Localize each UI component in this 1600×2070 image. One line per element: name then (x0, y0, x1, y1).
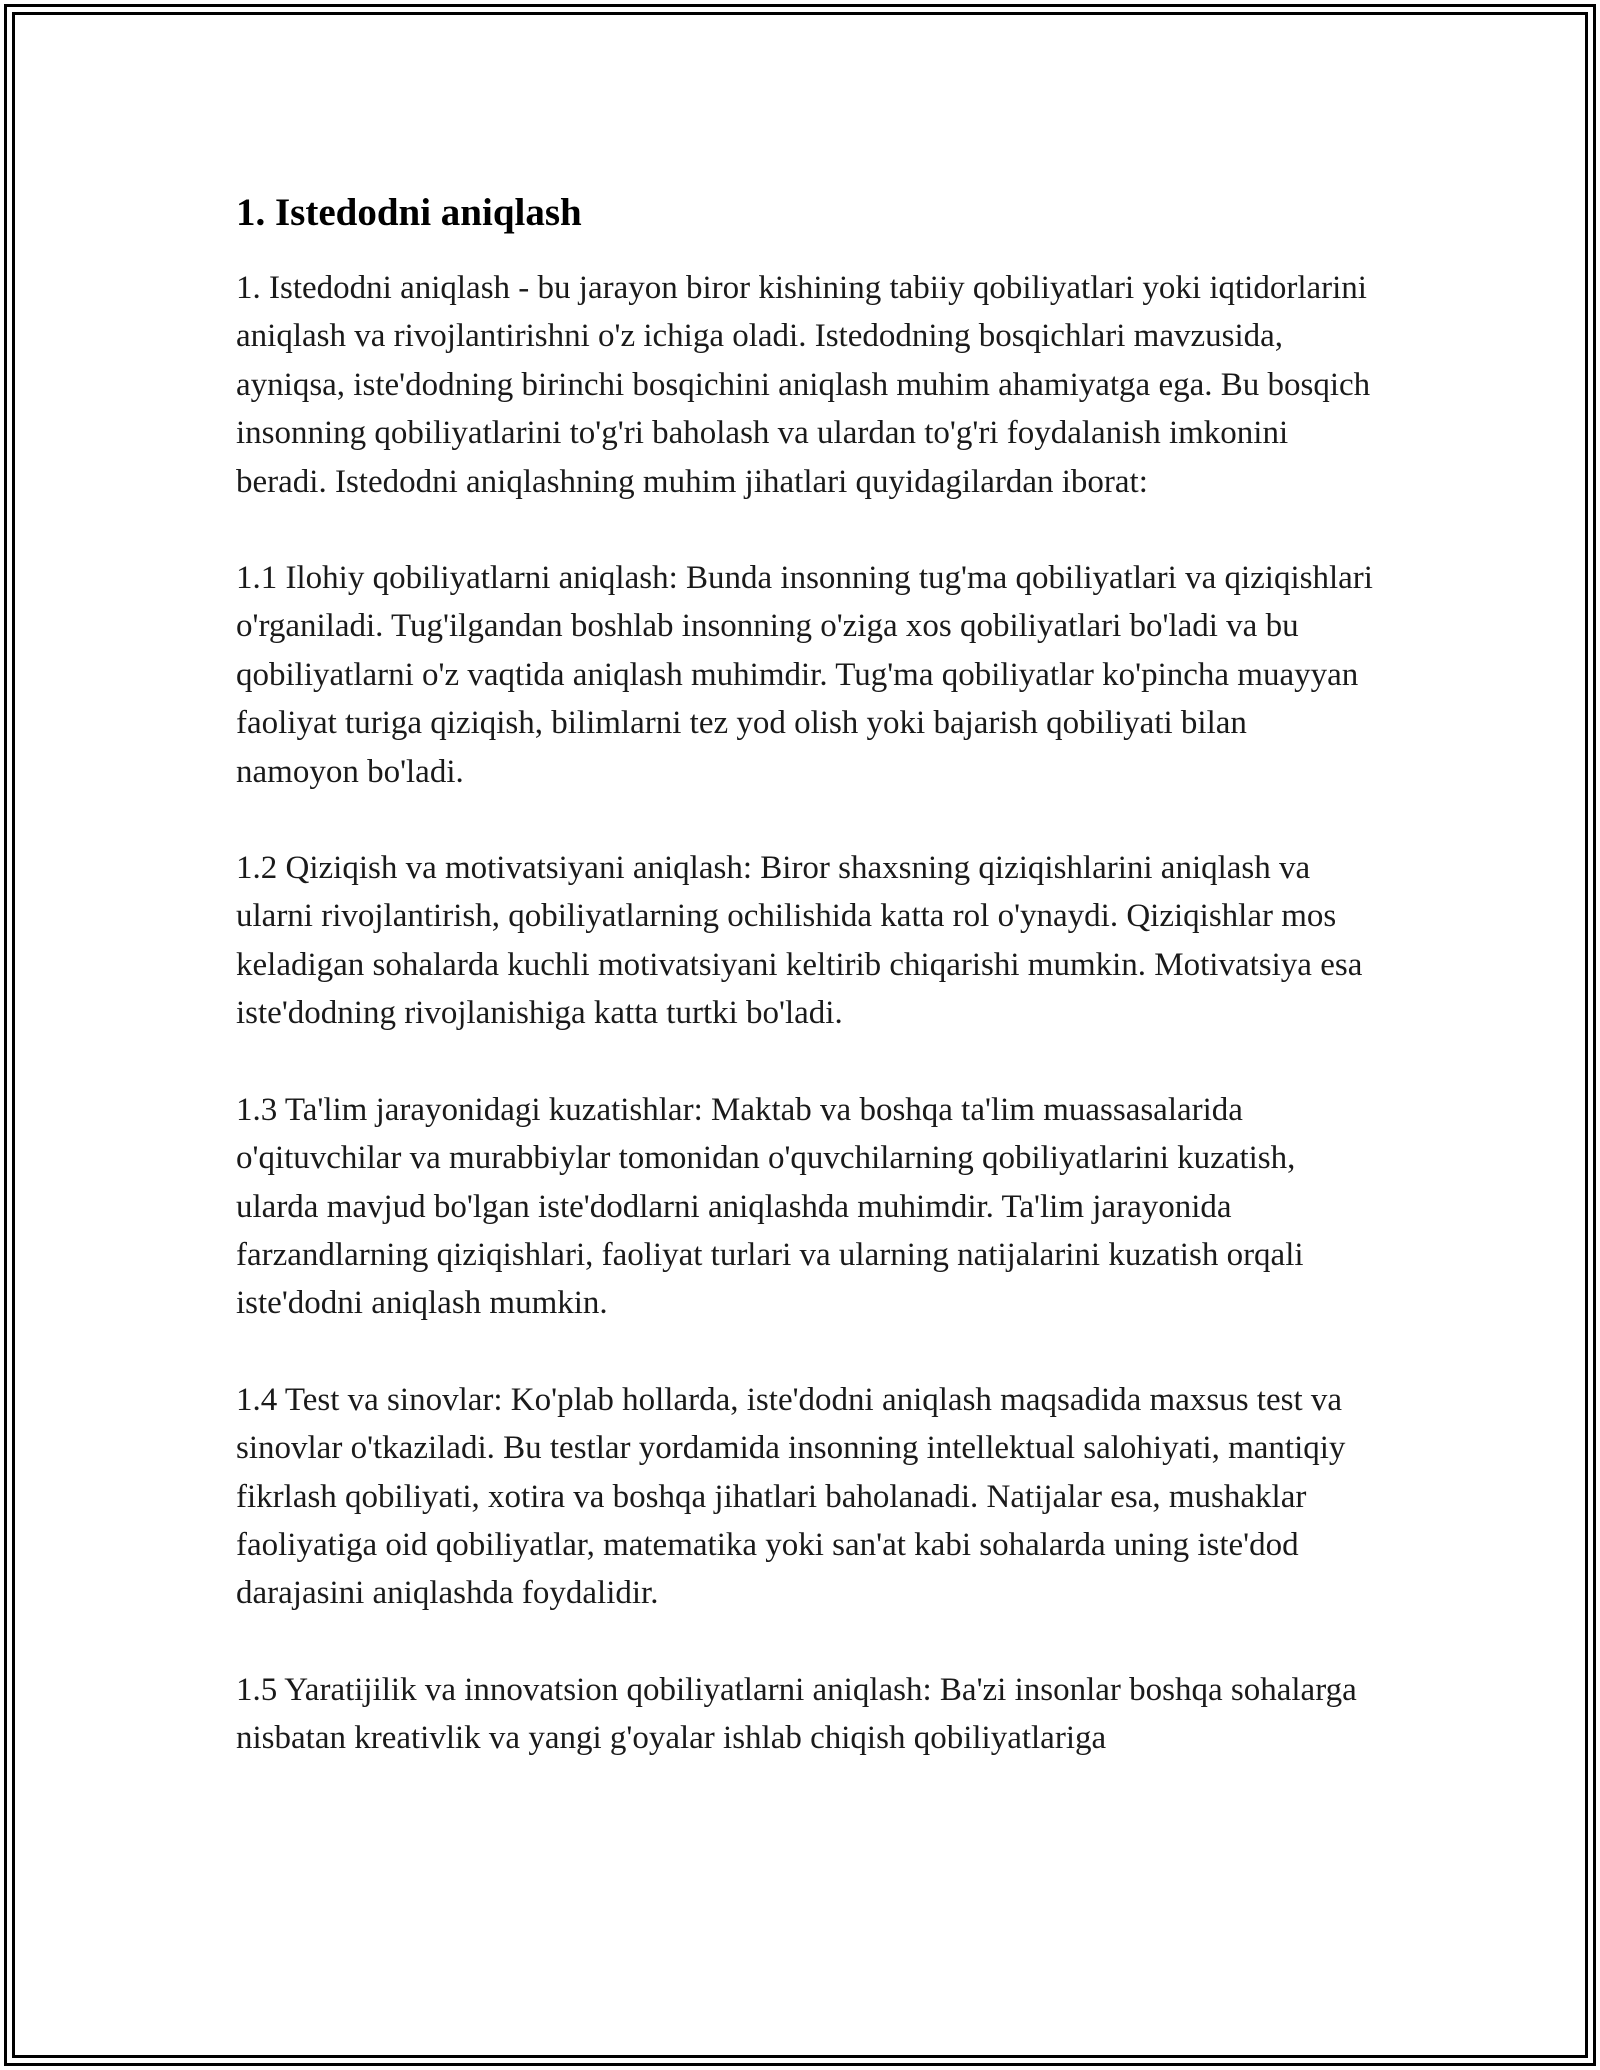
page-title: 1. Istedodni aniqlash (236, 191, 582, 234)
paragraph-1-2: 1.2 Qiziqish va motivatsiyani aniqlash: Biror shaxsning qiziqishlarini aniqlash va ularni rivojlantirish, qobiliyatlarning ochilishida katta rol o'ynaydi. Qiziqishlar mos keladigan sohalarda kuchli motivatsiyani keltirib chiqarishi mumkin. Motivatsiya esa iste'dodning rivojlanishiga katta turtki bo'ladi. (236, 850, 1363, 1032)
document-body (236, 182, 1376, 1811)
paragraph-1-1: 1.1 Ilohiy qobiliyatlarni aniqlash: Bunda insonning tug'ma qobiliyatlari va qiziqishlari o'rganiladi. Tug'ilgandan boshlab insonning o'ziga xos qobiliyatlari bo'ladi va bu qobiliyatlarni o'z vaqtida aniqlash muhimdir. Tug'ma qobiliyatlar ko'pincha muayyan faoliyat turiga qiziqish, bilimlarni tez yod olish yoki bajarish qobiliyati bilan namoyon bo'ladi. (236, 560, 1373, 790)
paragraph-intro: 1. Istedodni aniqlash - bu jarayon biror kishining tabiiy qobiliyatlari yoki iqtidorlarini aniqlash va rivojlantirishni o'z ichiga oladi. Istedodning bosqichlari mavzusida, ayniqsa, iste'dodning birinchi bosqichini aniqlash muhim ahamiyatga ega. Bu bosqich insonning qobiliyatlarini to'g'ri baholash va ulardan to'g'ri foydalanish imkonini beradi. Istedodni aniqlashning muhim jihatlari quyidagilardan iborat: (236, 270, 1371, 500)
paragraph-1-5: 1.5 Yaratijilik va innovatsion qobiliyatlarni aniqlash: Ba'zi insonlar boshqa sohalarga nisbatan kreativlik va yangi g'oyalar ishlab chiqish qobiliyatlariga (236, 1671, 1357, 1757)
paragraph-1-4: 1.4 Test va sinovlar: Ko'plab hollarda, iste'dodni aniqlash maqsadida maxsus test va sinovlar o'tkaziladi. Bu testlar yordamida insonning intellektual salohiyati, mantiqiy fikrlash qobiliyati, xotira va boshqa jihatlari baholanadi. Natijalar esa, mushaklar faoliyatiga oid qobiliyatlar, matematika yoki san'at kabi sohalarda uning iste'dod darajasini aniqlashda foydalidir. (236, 1381, 1346, 1612)
paragraph-1-3: 1.3 Ta'lim jarayonidagi kuzatishlar: Maktab va boshqa ta'lim muassasalarida o'qituvchilar va murabbiylar tomonidan o'quvchilarning qobiliyatlarini kuzatish, ularda mavjud bo'lgan iste'dodlarni aniqlashda muhimdir. Ta'lim jarayonida farzandlarning qiziqishlari, faoliyat turlari va ularning natijalarini kuzatish orqali iste'dodni aniqlash mumkin. (236, 1091, 1304, 1322)
